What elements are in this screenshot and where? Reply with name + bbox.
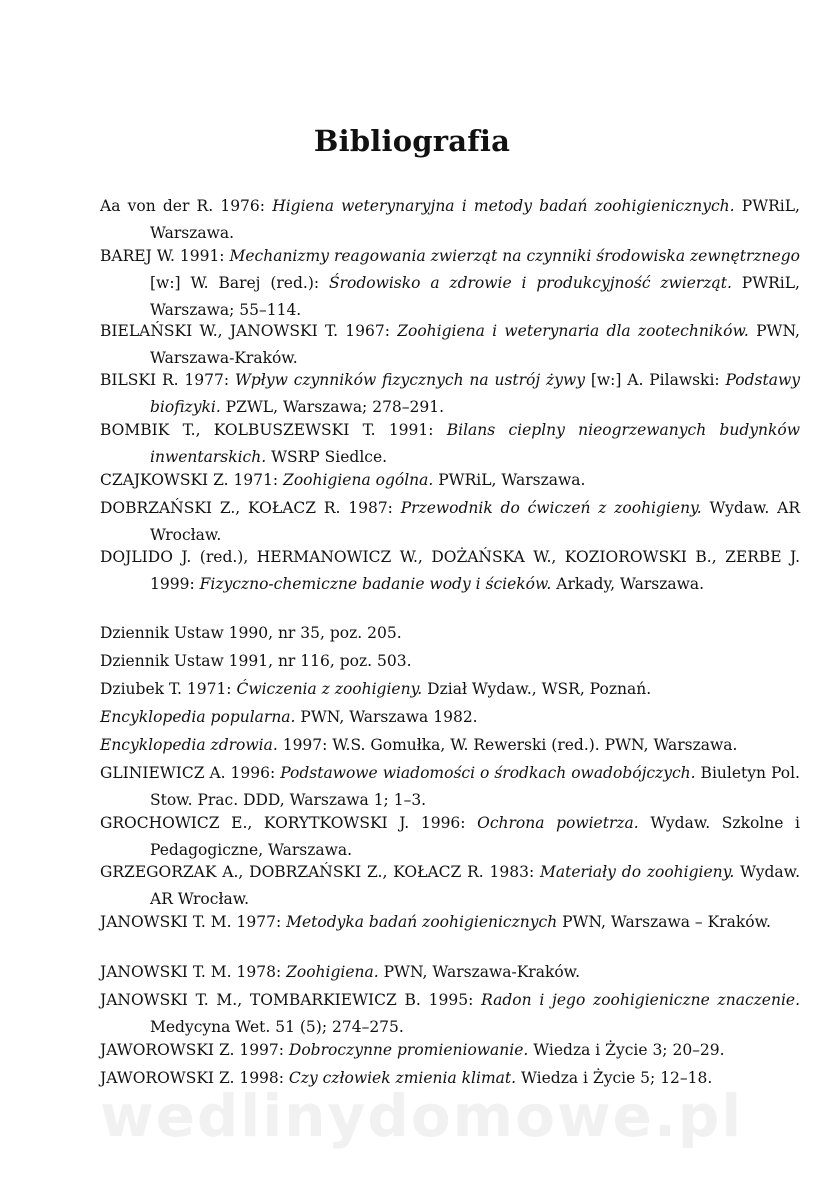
bibliography-entry: GLINIEWICZ A. 1996: Podstawowe wiadomości o środkach owadobójczych. Biuletyn Pol. Stow. Prac. DDD, Warszawa 1; 1–3. (100, 764, 800, 809)
watermark: wedlinydomowe.pl (100, 1082, 744, 1150)
bibliography-entry: JAWOROWSKI Z. 1998: Czy człowiek zmienia klimat. Wiedza i Życie 5; 12–18. (100, 1069, 713, 1087)
bibliography-entry: BIELAŃSKI W., JANOWSKI T. 1967: Zoohigiena i weterynaria dla zootechników. PWN, Warszawa-Kraków. (100, 322, 800, 367)
bibliography-entry: JANOWSKI T. M. 1977: Metodyka badań zoohigienicznych PWN, Warszawa – Kraków. (100, 913, 771, 931)
bibliography-entry: CZAJKOWSKI Z. 1971: Zoohigiena ogólna. PWRiL, Warszawa. (100, 471, 586, 489)
bibliography-entry: JAWOROWSKI Z. 1997: Dobroczynne promieniowanie. Wiedza i Życie 3; 20–29. (100, 1041, 725, 1059)
bibliography-entry: Encyklopedia popularna. PWN, Warszawa 1982. (100, 708, 478, 726)
bibliography-entry: DOBRZAŃSKI Z., KOŁACZ R. 1987: Przewodnik do ćwiczeń z zoohigieny. Wydaw. AR Wrocław. (100, 499, 801, 544)
bibliography-entry: DOJLIDO J. (red.), HERMANOWICZ W., DOŻAŃSKA W., KOZIOROWSKI B., ZERBE J. 1999: Fizyczno-chemiczne badanie wody i ścieków. Arkady, Warszawa. (100, 548, 800, 593)
bibliography-entry: BAREJ W. 1991: Mechanizmy reagowania zwierząt na czynniki środowiska zewnętrznego [w:] W. Barej (red.): Środowisko a zdrowie i produkcyjność zwierząt. PWRiL, Warszawa; 55–114. (100, 247, 800, 319)
bibliography-entry: GROCHOWICZ E., KORYTKOWSKI J. 1996: Ochrona powietrza. Wydaw. Szkolne i Pedagogiczne, Warszawa. (100, 814, 800, 859)
bibliography-entry: GRZEGORZAK A., DOBRZAŃSKI Z., KOŁACZ R. 1983: Materiały do zoohigieny. Wydaw. AR Wrocław. (100, 863, 800, 908)
bibliography-entry: BOMBIK T., KOLBUSZEWSKI T. 1991: Bilans cieplny nieogrzewanych budynków inwentarskich. WSRP Siedlce. (100, 421, 800, 466)
bibliography-entry: Dziubek T. 1971: Ćwiczenia z zoohigieny. Dział Wydaw., WSR, Poznań. (100, 680, 652, 698)
bibliography-entry: Aa von der R. 1976: Higiena weterynaryjna i metody badań zoohigienicznych. PWRiL, Warszawa. (100, 197, 800, 242)
bibliography-entry: Encyklopedia zdrowia. 1997: W.S. Gomułka, W. Rewerski (red.). PWN, Warszawa. (100, 736, 738, 754)
bibliography-entry: BILSKI R. 1977: Wpływ czynników fizycznych na ustrój żywy [w:] A. Pilawski: Podstawy biofizyki. PZWL, Warszawa; 278–291. (100, 371, 800, 416)
bibliography-entry: Dziennik Ustaw 1990, nr 35, poz. 205. (100, 624, 402, 642)
bibliography-entry: JANOWSKI T. M. 1978: Zoohigiena. PWN, Warszawa-Kraków. (100, 963, 581, 981)
bibliography-entry: Dziennik Ustaw 1991, nr 116, poz. 503. (100, 652, 412, 670)
bibliography-entry: JANOWSKI T. M., TOMBARKIEWICZ B. 1995: Radon i jego zoohigieniczne znaczenie. Medycyna Wet. 51 (5); 274–275. (100, 991, 801, 1036)
page-title: Bibliografia (313, 124, 511, 158)
